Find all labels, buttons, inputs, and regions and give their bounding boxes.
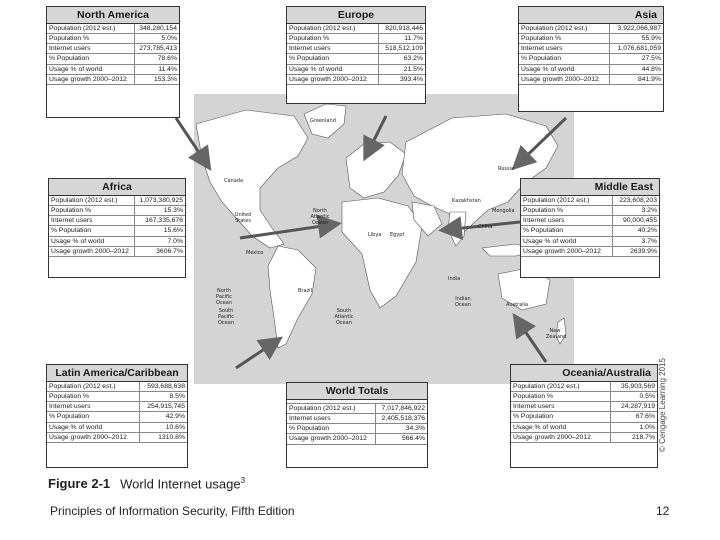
map-label-china: China <box>478 224 493 230</box>
oceania-box <box>510 364 658 468</box>
stat-label: Usage % of world <box>47 422 139 432</box>
stat-value: 27.5% <box>610 54 663 64</box>
stat-label: Population % <box>47 392 139 402</box>
stat-label: Population % <box>47 34 134 44</box>
stat-value: 0.5% <box>610 392 657 402</box>
stat-value: 2639.9% <box>612 246 659 256</box>
stat-label: % Population <box>521 226 612 236</box>
map-label-north-pacific: North Pacific Ocean <box>216 288 232 306</box>
stat-label: Usage % of world <box>521 236 612 246</box>
stat-label: Usage % of world <box>47 64 134 74</box>
stat-label: Population % <box>519 34 610 44</box>
stat-value: 7.0% <box>135 236 185 246</box>
map-label-australia: Australia <box>506 302 529 308</box>
stat-value: 1,073,380,925 <box>135 196 185 206</box>
stat-label: Population (2012 est.) <box>521 196 612 206</box>
stat-value: 841.9% <box>610 74 663 84</box>
stat-label: Population % <box>49 206 135 216</box>
africa-box <box>48 178 186 278</box>
map-label-united-states: United States <box>234 212 252 224</box>
stat-label: Internet users <box>47 44 134 54</box>
middle-east-table <box>521 196 659 257</box>
stat-label: Internet users <box>521 216 612 226</box>
stat-value: 348,280,154 <box>134 24 179 34</box>
map-label-indian-ocean: Indian Ocean <box>455 296 471 308</box>
stat-label: % Population <box>47 54 134 64</box>
stat-value: 35,903,569 <box>610 382 657 392</box>
stat-label: Internet users <box>287 44 378 54</box>
stat-label: Population % <box>521 206 612 216</box>
asia-box <box>518 6 664 112</box>
europe-shape <box>346 142 406 198</box>
stat-label: Usage % of world <box>49 236 135 246</box>
stat-value: 566.4% <box>375 434 427 444</box>
stat-value: 3,922,066,987 <box>610 24 663 34</box>
stat-label: Population (2012 est.) <box>511 382 610 392</box>
stat-value: 8.5% <box>139 392 187 402</box>
stat-value: 273,785,413 <box>134 44 179 54</box>
stat-value: 1,076,681,059 <box>610 44 663 54</box>
stat-value: 593,688,638 <box>139 382 187 392</box>
stat-label: Population (2012 est.) <box>287 24 378 34</box>
stat-label: Internet users <box>511 402 610 412</box>
stat-label: % Population <box>511 412 610 422</box>
latin-america-table <box>47 382 187 443</box>
stat-label: Usage % of world <box>519 64 610 74</box>
map-label-mongolia: Mongolia <box>492 208 515 214</box>
stat-value: 10.6% <box>139 422 187 432</box>
stat-label: % Population <box>49 226 135 236</box>
stat-value: 21.5% <box>378 64 425 74</box>
figure-footnote-ref: 3 <box>240 476 246 485</box>
arrow-latin-america <box>236 340 278 368</box>
stat-value: 223,608,203 <box>612 196 659 206</box>
arrow-oceania <box>516 318 546 362</box>
stat-value: 15.3% <box>135 206 185 216</box>
stat-value: 7,017,846,922 <box>375 404 427 414</box>
stat-value: 3.2% <box>612 206 659 216</box>
south-america-shape <box>268 246 316 348</box>
stat-label: Internet users <box>47 402 139 412</box>
stat-label: % Population <box>287 54 378 64</box>
north-america-table <box>47 24 179 85</box>
stat-value: 67.6% <box>610 412 657 422</box>
map-label-mexico: Mexico <box>246 250 264 256</box>
stat-value: 11.7% <box>378 34 425 44</box>
asia-title: Asia <box>519 7 663 24</box>
stat-label: Usage % of world <box>511 422 610 432</box>
latin-america-box <box>46 364 188 468</box>
stat-value: 15.6% <box>135 226 185 236</box>
middle-east-box <box>520 178 660 278</box>
figure-caption <box>48 476 245 491</box>
oceania-title: Oceania/Australia <box>511 365 657 382</box>
stat-label: Usage growth 2000–2012 <box>521 246 612 256</box>
stat-value: 3.7% <box>612 236 659 246</box>
stat-value: 820,918,446 <box>378 24 425 34</box>
oceania-table <box>511 382 657 443</box>
stat-label: % Population <box>287 424 375 434</box>
europe-title: Europe <box>287 7 425 24</box>
stat-label: % Population <box>519 54 610 64</box>
stat-label: Population (2012 est.) <box>47 382 139 392</box>
stat-label: Usage growth 2000–2012 <box>519 74 610 84</box>
map-label-canada: Canada <box>224 178 244 184</box>
map-label-kazakhstan: Kazakhstan <box>452 198 481 204</box>
stat-label: Usage growth 2000–2012 <box>47 432 139 442</box>
north-america-box <box>46 6 180 118</box>
map-label-north-atlantic: North Atlantic Ocean <box>310 208 330 226</box>
stat-value: 11.4% <box>134 64 179 74</box>
continents <box>196 104 566 348</box>
asia-table <box>519 24 663 85</box>
stat-label: Usage growth 2000–2012 <box>287 434 375 444</box>
stat-value: 5.0% <box>134 34 179 44</box>
stat-value: 218.7% <box>610 432 657 442</box>
map-label-brazil: Brazil <box>298 288 312 294</box>
latin-america-title: Latin America/Caribbean <box>47 365 187 382</box>
map-label-south-atlantic: South Atlantic Ocean <box>334 308 354 326</box>
stat-label: Usage growth 2000–2012 <box>511 432 610 442</box>
stat-value: 34.3% <box>375 424 427 434</box>
figure-title: World Internet usage <box>120 476 241 492</box>
stat-value: 42.9% <box>139 412 187 422</box>
europe-table <box>287 24 425 85</box>
north-america-title: North America <box>47 7 179 24</box>
figure-number: Figure 2-1 <box>48 476 111 492</box>
stat-value: 153.3% <box>134 74 179 84</box>
copyright-credit: © Cengage Learning 2015 <box>658 358 667 452</box>
stat-value: 167,335,676 <box>135 216 185 226</box>
stat-value: 393.4% <box>378 74 425 84</box>
stat-value: 40.2% <box>612 226 659 236</box>
stat-label: Population (2012 est.) <box>49 196 135 206</box>
map-label-russia: Russia <box>498 166 515 172</box>
stat-label: Population % <box>287 34 378 44</box>
north-america-shape <box>196 110 308 248</box>
map-label-egypt: Egypt <box>390 232 405 238</box>
map-label-new-zealand: New Zealand <box>546 328 567 340</box>
world-internet-usage-figure <box>46 6 684 468</box>
middle-east-title: Middle East <box>521 179 659 196</box>
stat-label: Usage % of world <box>287 64 378 74</box>
world-totals-box <box>286 382 428 468</box>
stat-label: Population % <box>511 392 610 402</box>
stat-label: Usage growth 2000–2012 <box>49 246 135 256</box>
footer-book-title: Principles of Information Security, Fifth Edition <box>50 504 295 518</box>
map-label-libya: Libya <box>368 232 382 238</box>
stat-value: 78.6% <box>134 54 179 64</box>
stat-value: 518,512,109 <box>378 44 425 54</box>
stat-label: Population (2012 est.) <box>519 24 610 34</box>
stat-label: Internet users <box>49 216 135 226</box>
stat-value: 90,000,455 <box>612 216 659 226</box>
map-label-greenland: Greenland <box>310 118 336 124</box>
map-label-india: India <box>448 276 461 282</box>
stat-label: Internet users <box>287 414 375 424</box>
stat-label: Usage growth 2000–2012 <box>287 74 378 84</box>
africa-shape <box>342 198 422 308</box>
map-label-south-pacific: South Pacific Ocean <box>218 308 234 326</box>
stat-value: 3606.7% <box>135 246 185 256</box>
stat-label: Population (2012 est.) <box>287 404 375 414</box>
stat-label: Internet users <box>519 44 610 54</box>
world-totals-table <box>287 404 427 445</box>
europe-box <box>286 6 426 104</box>
stat-value: 24,287,919 <box>610 402 657 412</box>
footer-page-number: 12 <box>656 504 670 518</box>
stat-value: 63.2% <box>378 54 425 64</box>
stat-label: % Population <box>47 412 139 422</box>
stat-value: 2,405,518,376 <box>375 414 427 424</box>
world-totals-title: World Totals <box>287 383 427 400</box>
stat-value: 1.0% <box>610 422 657 432</box>
africa-table <box>49 196 185 257</box>
stat-value: 55.9% <box>610 34 663 44</box>
stat-label: Population (2012 est.) <box>47 24 134 34</box>
stat-label: Usage growth 2000–2012 <box>47 74 134 84</box>
africa-title: Africa <box>49 179 185 196</box>
stat-value: 1310.8% <box>139 432 187 442</box>
stat-value: 44.8% <box>610 64 663 74</box>
stat-value: 254,915,745 <box>139 402 187 412</box>
